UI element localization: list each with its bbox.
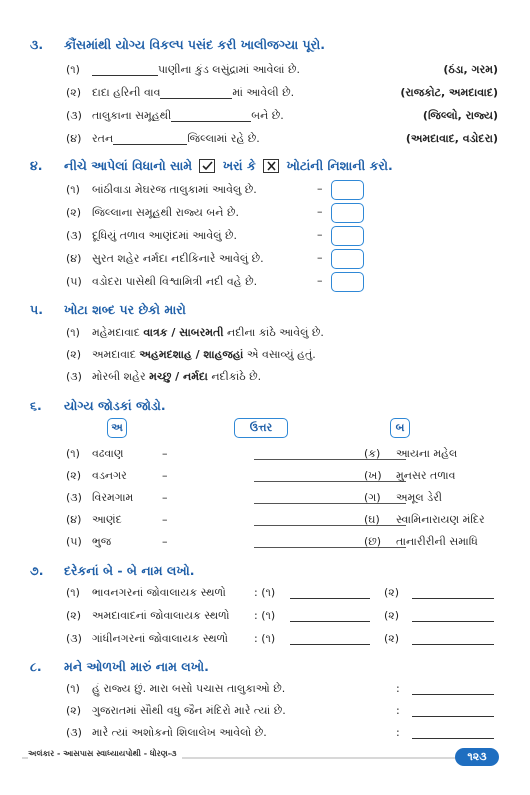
names-row: (૩) ગાંધીનગરનાં જોવાલાયક સ્થળો : (૧) (૨) xyxy=(66,632,506,650)
page-footer xyxy=(0,747,530,769)
fill-blank[interactable] xyxy=(160,88,232,99)
answer-line[interactable] xyxy=(412,621,494,622)
answer-line[interactable] xyxy=(254,503,406,504)
s3-item-1: (૧) પાણીના કુંડ લસુંદ્રામાં આવેલાં છે. (ઠંડા, ગરમ) xyxy=(66,63,498,76)
answer-line[interactable] xyxy=(290,621,370,622)
s5-item-3: (૩) મોરબી શહેર મચ્છુ / નર્મદા નદીકાંઠે છે. xyxy=(66,370,262,383)
s4-item-4: (૪) સુરત શહેર નર્મદા નદીકિનારે આવેલું છે. xyxy=(66,252,264,265)
section-4-heading: ૪. નીચે આપેલાં વિધાનો સામે ખરાં કે ખોટાંની નિશાની કરો. xyxy=(30,158,393,173)
column-answer-header: ઉત્તર xyxy=(234,418,288,438)
section-3-heading: ૩. કૌંસમાંથી યોગ્ય વિકલ્પ પસંદ કરી ખાલીજગ્યા પૂરો. xyxy=(30,37,325,52)
footer-book-title: અલંકાર - આસપાસ સ્વાધ્યાયપોથી - ધોરણ-૩ xyxy=(28,749,182,759)
section-8-heading: ૮. મને ઓળખી મારું નામ લખો. xyxy=(30,659,209,674)
section-7-heading: ૭. દરેકનાં બે - બે નામ લખો. xyxy=(30,563,195,578)
answer-line[interactable] xyxy=(254,547,406,548)
s5-item-1: (૧) મહેમદાવાદ વાત્રક / સાબરમતી નદીના કાંઠે આવેલું છે. xyxy=(66,326,324,339)
s5-item-2: (૨) અમદાવાદ અહમદશાહ / શાહજહાં એ વસાવ્યું હતું. xyxy=(66,348,316,361)
answer-line[interactable] xyxy=(412,716,494,717)
cross-icon xyxy=(263,159,279,173)
s4-item-1: (૧) બાંઠીવાડા મેઘરજ તાલુકામાં આવેલુ છે. xyxy=(66,183,257,196)
identify-row: (૩) મારે ત્યાં અશોકનો શિલાલેખ આવેલો છે. : xyxy=(66,726,506,744)
true-false-answer-box[interactable] xyxy=(331,180,364,200)
fill-blank[interactable] xyxy=(92,65,158,76)
s4-item-5: (૫) વડોદરા પાસેથી વિશ્વામિત્રી નદી વહે છે. xyxy=(66,275,258,288)
names-row: (૧) ભાવનગરનાં જોવાલાયક સ્થળો : (૧) (૨) xyxy=(66,586,506,604)
fill-blank[interactable] xyxy=(171,111,251,122)
true-false-answer-box[interactable] xyxy=(331,203,364,223)
answer-line[interactable] xyxy=(254,481,406,482)
s4-item-3: (૩) દૂધિયું તળાવ આણંદમાં આવેલું છે. xyxy=(66,229,238,242)
answer-line[interactable] xyxy=(412,694,494,695)
true-false-answer-box[interactable] xyxy=(331,226,364,246)
answer-line[interactable] xyxy=(254,525,406,526)
answer-line[interactable] xyxy=(412,738,494,739)
strike-option[interactable]: અહમદશાહ / શાહજહાં xyxy=(139,348,244,361)
identify-row: (૧) હું રાજ્ય છું. મારા બસો પચાસ તાલુકાઓ છે. : xyxy=(66,682,506,700)
match-row: (૩) વિરમગામ – (ગ) અમૂલ ડેરી xyxy=(66,491,443,504)
column-a-header: અ xyxy=(107,418,127,438)
identify-row: (૨) ગુજરાતમાં સૌથી વધુ જૈન મંદિરો મારે ત્યાં છે. : xyxy=(66,704,506,722)
s3-item-2: (૨) દાદા હરિની વાવ માં આવેલી છે. (રાજકોટ, અમદાવાદ) xyxy=(66,86,498,99)
match-row: (૨) વડનગર – (ખ) મુનસર તળાવ xyxy=(66,469,456,482)
answer-line[interactable] xyxy=(290,644,370,645)
section-5-heading: ૫. ખોટા શબ્દ પર છેકો મારો xyxy=(30,302,186,317)
answer-line[interactable] xyxy=(412,598,494,599)
section-6-heading: ૬. યોગ્ય જોડકાં જોડો. xyxy=(30,398,166,413)
page-number-badge: ૧૨૩ xyxy=(455,748,499,766)
true-false-answer-box[interactable] xyxy=(331,249,364,269)
match-row: (૧) વઢવાણ – (ક) આયના મહેલ xyxy=(66,447,458,460)
s3-item-3: (૩) તાલુકાના સમૂહથી બને છે. (જિલ્લો, રાજ્ય) xyxy=(66,109,498,122)
fill-blank[interactable] xyxy=(113,134,187,145)
s3-item-4: (૪) રતન જિલ્લામાં રહે છે. (અમદાવાદ, વડોદરા) xyxy=(66,132,498,145)
match-row: (૪) આણંદ – (ઘ) સ્વામિનારાયણ મંદિર xyxy=(66,513,485,526)
answer-line[interactable] xyxy=(254,459,406,460)
match-row: (૫) ભુજ – (છ) તાનારીરીની સમાધિ xyxy=(66,535,478,548)
names-row: (૨) અમદાવાદનાં જોવાલાયક સ્થળો : (૧) (૨) xyxy=(66,609,506,627)
worksheet-page: ૩. કૌંસમાંથી યોગ્ય વિકલ્પ પસંદ કરી ખાલીજગ્યા પૂરો. (૧) પાણીના કુંડ લસુંદ્રામાં આવેલાં છે. (ઠંડા, ગરમ) (૨) દાદા હરિની વાવ માં આવેલી છે. (રાજકોટ, અમદાવાદ) (૩) તાલુકાના સમૂહથી બને છે. (જિલ્લો, રાજ્ય) (૪) રતન જિલ્લામાં રહે છે. (અમદાવાદ, વડોદરા) ૪. નીચે આપેલાં વિધાનો સામે ખરાં કે ખોટાંની નિશાની કરો. (૧) બાંઠીવાડા મેઘરજ તાલુકામાં આવેલુ છે. – (૨) જિલ્લાના સમૂહથી રાજ્ય બને છે. – (૩) દૂધિયું તળાવ આણંદમાં આવેલું છે. – (૪) સુરત શહેર નર્મદા નદીકિનારે આવેલું છે. – (૫) વડોદરા પાસેથી વિશ્વામિત્રી નદી વહે છે. – ૫. ખોટા શબ્દ પર છેકો મારો (૧) મહેમદાવાદ વાત્રક / સાબરમતી નદીના કાંઠે આવેલું છે. (૨) અમદાવાદ અહમદશાહ / શાહજહાં એ વસાવ્યું હતું. (૩) મોરબી શહેર મચ્છુ / નર્મદા નદીકાંઠે છે. ૬. યોગ્ય જોડકાં જોડો. અ ઉત્તર બ (૧) વઢવાણ – (ક) આયના મહેલ (૨) વડનગર – (ખ) મુનસર તળાવ (૩) વિરમગામ – (ગ) અમૂલ ડેરી (૪) આણંદ – (ઘ) સ્વામિનારાયણ મંદિર (૫) ભુજ – (છ) તાનારીરીની સમાધિ ૭. દરેકનાં બે - બે નામ લખો. (૧) ભાવનગરનાં જોવાલાયક સ્થળો : (૧) (૨) (૨) અમદાવાદનાં જોવાલાયક સ્થળો : (૧) (૨) (૩) ગાંધીનગરનાં જોવાલાયક સ્થળો : (૧) (૨) ૮. મને ઓળખી મારું નામ લખો. (૧) હું રાજ્ય છું. મારા બસો પચાસ તાલુકાઓ છે. : (૨) ગુજરાતમાં સૌથી વધુ જૈન મંદિરો મારે ત્યાં છે. : (૩) મારે ત્યાં અશોકનો શિલાલેખ આવેલો છે. : અલંકાર - આસપાસ સ્વાધ્યાયપોથી - ધોરણ-૩ ૧૨૩ xyxy=(0,0,530,795)
answer-line[interactable] xyxy=(290,598,370,599)
strike-option[interactable]: વાત્રક / સાબરમતી xyxy=(143,326,224,339)
strike-option[interactable]: મચ્છુ / નર્મદા xyxy=(149,370,208,383)
answer-line[interactable] xyxy=(412,644,494,645)
column-b-header: બ xyxy=(390,418,410,438)
s4-item-2: (૨) જિલ્લાના સમૂહથી રાજ્ય બને છે. xyxy=(66,206,239,219)
checkmark-icon xyxy=(199,159,215,173)
true-false-answer-box[interactable] xyxy=(331,272,364,292)
